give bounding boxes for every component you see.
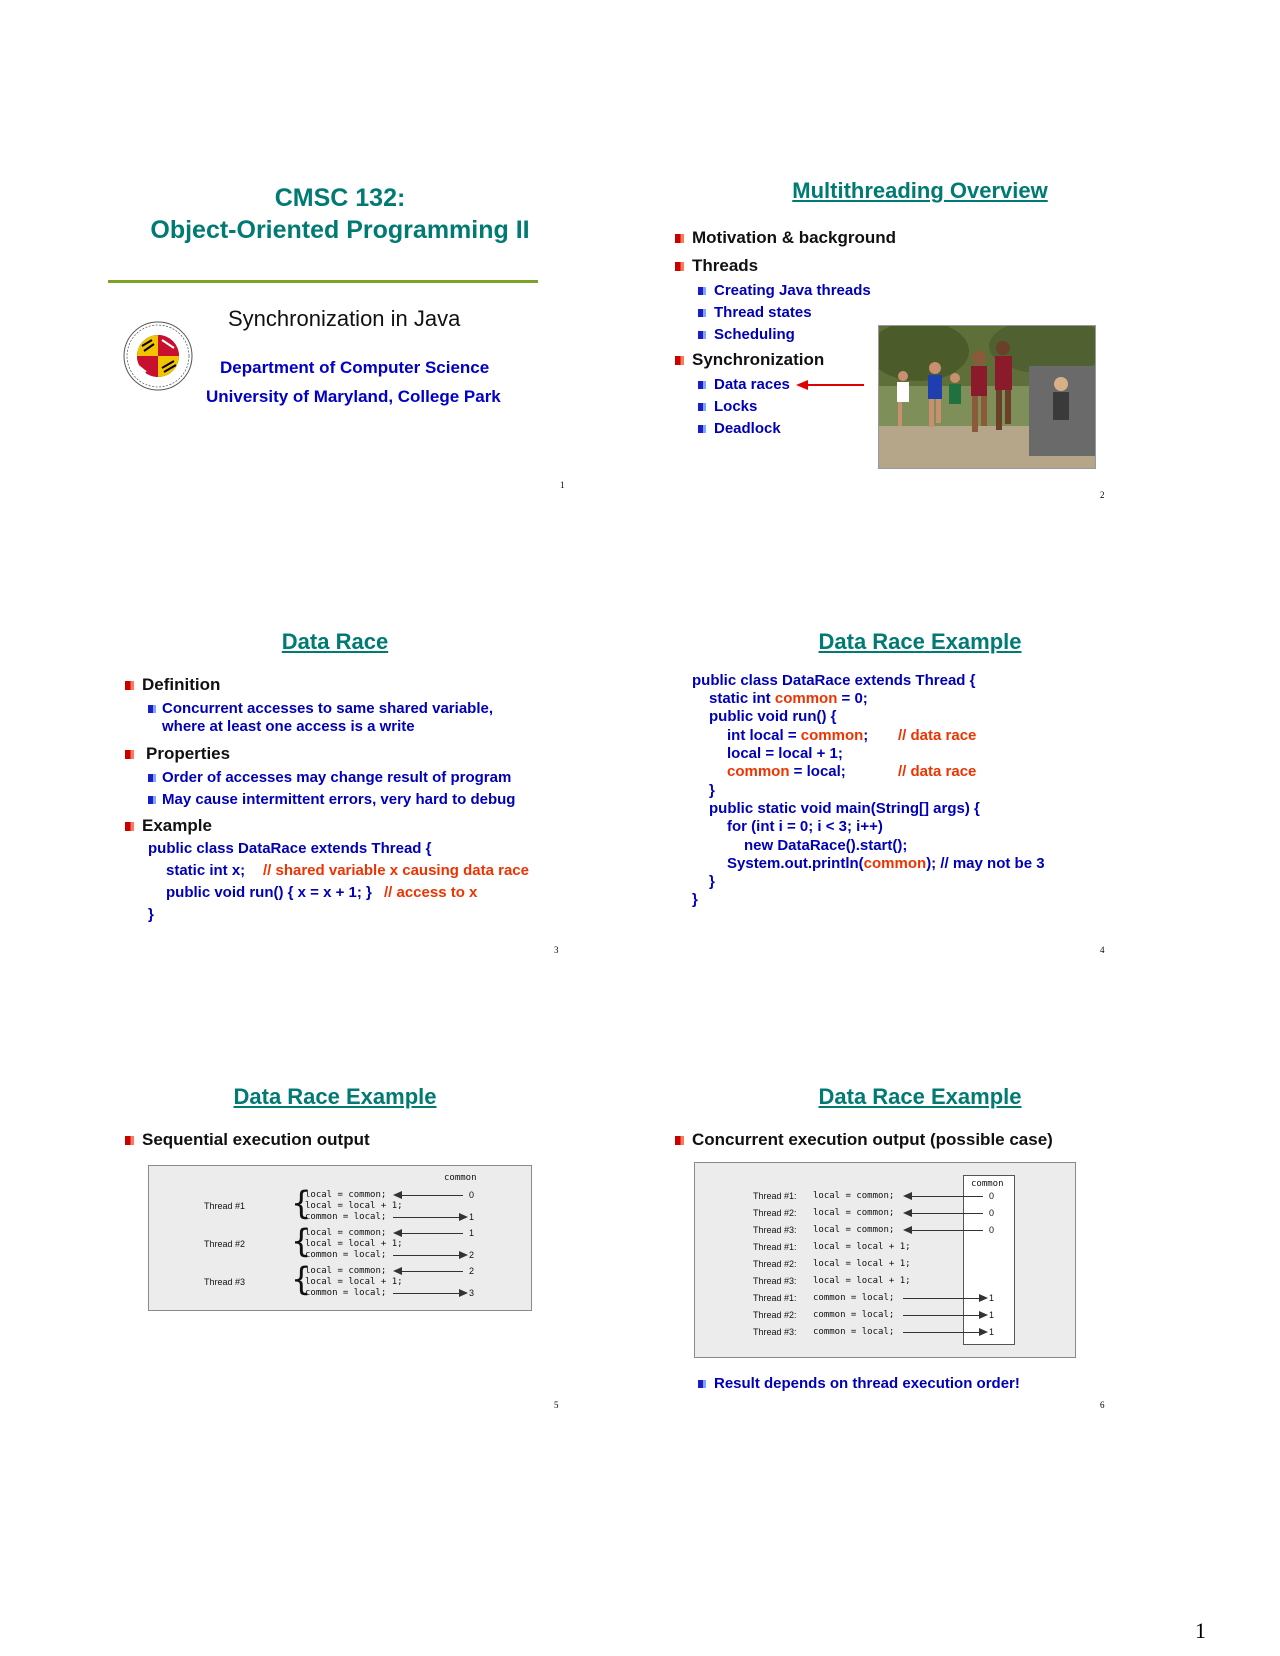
concurrent-execution-diagram: [694, 1162, 1076, 1358]
code-write: common = local;: [305, 1288, 387, 1298]
code-comment: // access to x: [384, 884, 478, 901]
sequential-output-heading: Sequential execution output: [142, 1130, 370, 1149]
code-line: for (int i = 0; i < 3; i++): [727, 818, 883, 835]
slide-3-title: Data Race: [281, 629, 389, 654]
sub-bullet-icon: [148, 796, 156, 804]
arrow-right-icon: [979, 1311, 988, 1319]
arrow-left-icon: [903, 1192, 912, 1200]
arrow-line: [393, 1217, 461, 1218]
red-arrow-icon: [796, 378, 866, 392]
bullet-icon: [125, 822, 134, 831]
sequential-execution-diagram: [148, 1165, 532, 1311]
arrow-right-icon: [459, 1251, 468, 1259]
common-value: 0: [989, 1191, 995, 1201]
slide-5-title: Data Race Example: [233, 1084, 437, 1109]
arrow-line: [911, 1213, 983, 1214]
runners-photo: [878, 325, 1096, 469]
arrow-line: [393, 1255, 461, 1256]
common-value: 1: [989, 1310, 995, 1320]
overview-subitem: Scheduling: [714, 326, 795, 343]
slide-6: [660, 1080, 1160, 1420]
thread-label: Thread #1: [204, 1201, 246, 1211]
slide-5: [110, 1080, 580, 1420]
sub-bullet-icon: [698, 331, 706, 339]
bullet-icon: [125, 750, 134, 759]
sub-bullet-icon: [148, 774, 156, 782]
sub-bullet-icon: [698, 425, 706, 433]
sub-bullet-icon: [698, 1380, 706, 1388]
property-item: May cause intermittent errors, very hard to debug: [162, 791, 516, 808]
thread-label: Thread #1:: [753, 1293, 797, 1303]
code-statement: common = local;: [813, 1310, 895, 1320]
department-name: Department of Computer Science: [220, 358, 490, 377]
slide-3: [110, 625, 580, 965]
common-header: common: [971, 1179, 1004, 1189]
code-line: int local = common;: [727, 727, 869, 744]
bullet-icon: [675, 356, 684, 365]
common-header: common: [444, 1173, 477, 1183]
slide-number: 4: [1100, 945, 1105, 955]
arrow-right-icon: [459, 1289, 468, 1297]
code-line: static int common = 0;: [709, 690, 868, 707]
code-statement: common = local;: [813, 1327, 895, 1337]
slide-2: [660, 170, 1160, 540]
common-value: 2: [469, 1266, 475, 1276]
thread-label: Thread #3:: [753, 1225, 797, 1235]
code-line: public static void main(String[] args) {: [709, 800, 980, 817]
code-statement: local = common;: [813, 1191, 895, 1201]
brace-icon: {: [291, 1184, 312, 1222]
code-line: public class DataRace extends Thread {: [148, 840, 432, 857]
slide-1: [100, 170, 580, 520]
slide-number: 3: [554, 945, 559, 955]
code-line: new DataRace().start();: [744, 837, 908, 854]
slide-number: 6: [1100, 1400, 1105, 1410]
code-statement: local = common;: [813, 1208, 895, 1218]
code-read: local = common;: [305, 1228, 387, 1238]
slide-number: 2: [1100, 490, 1105, 500]
sub-bullet-icon: [698, 309, 706, 317]
slide-6-title: Data Race Example: [818, 1084, 1022, 1109]
code-line: System.out.println(common); // may not be 3: [727, 855, 1045, 872]
common-value: 1: [469, 1212, 475, 1222]
thread-label: Thread #3: [204, 1277, 246, 1287]
thread-label: Thread #3:: [753, 1276, 797, 1286]
code-statement: local = common;: [813, 1225, 895, 1235]
common-value: 1: [469, 1228, 475, 1238]
slide-4-title: Data Race Example: [818, 629, 1022, 654]
definition-text-line-2: where at least one access is a write: [162, 718, 415, 735]
common-value: 0: [989, 1208, 995, 1218]
sub-bullet-icon: [148, 705, 156, 713]
thread-label: Thread #1:: [753, 1242, 797, 1252]
arrow-line: [903, 1315, 983, 1316]
property-item: Order of accesses may change result of program: [162, 769, 512, 786]
code-line: public void run() {: [709, 708, 837, 725]
bullet-icon: [125, 681, 134, 690]
code-increment: local = local + 1;: [305, 1239, 403, 1249]
code-read: local = common;: [305, 1190, 387, 1200]
code-statement: local = local + 1;: [813, 1259, 911, 1269]
arrow-right-icon: [979, 1294, 988, 1302]
code-line: common = local;: [727, 763, 846, 780]
definition-heading: Definition: [142, 675, 221, 694]
university-seal-logo: [122, 320, 194, 392]
arrow-left-icon: [903, 1209, 912, 1217]
example-heading: Example: [142, 816, 212, 835]
slide-1-title-line-2: Object-Oriented Programming II: [150, 216, 530, 244]
code-comment: // shared variable x causing data race: [263, 862, 529, 879]
arrow-line: [911, 1196, 983, 1197]
code-increment: local = local + 1;: [305, 1277, 403, 1287]
thread-label: Thread #3:: [753, 1327, 797, 1337]
overview-item: Synchronization: [692, 350, 825, 369]
slide-number: 1: [560, 480, 565, 490]
code-write: common = local;: [305, 1212, 387, 1222]
slide-1-title-line-1: CMSC 132:: [274, 184, 406, 212]
common-value: 0: [989, 1225, 995, 1235]
sub-bullet-icon: [698, 403, 706, 411]
bullet-icon: [125, 1136, 134, 1145]
arrow-left-icon: [903, 1226, 912, 1234]
thread-label: Thread #1:: [753, 1191, 797, 1201]
code-line: }: [148, 906, 154, 923]
common-value: 1: [989, 1327, 995, 1337]
arrow-right-icon: [459, 1213, 468, 1221]
overview-subitem: Thread states: [714, 304, 812, 321]
common-value: 0: [469, 1190, 475, 1200]
overview-subitem: Creating Java threads: [714, 282, 871, 299]
overview-item: Threads: [692, 256, 759, 275]
slide-4: [660, 625, 1160, 965]
code-write: common = local;: [305, 1250, 387, 1260]
brace-icon: {: [291, 1222, 312, 1260]
arrow-line: [401, 1233, 463, 1234]
code-line: }: [709, 782, 715, 799]
title-divider: [108, 280, 538, 283]
code-line: public void run() { x = x + 1; }: [166, 884, 372, 901]
bullet-icon: [675, 234, 684, 243]
arrow-line: [903, 1298, 983, 1299]
code-statement: local = local + 1;: [813, 1242, 911, 1252]
definition-text-line-1: Concurrent accesses to same shared variable,: [162, 700, 493, 717]
arrow-line: [393, 1293, 461, 1294]
overview-item: Motivation & background: [692, 228, 896, 247]
arrow-line: [903, 1332, 983, 1333]
code-line: local = local + 1;: [727, 745, 843, 762]
arrow-line: [401, 1271, 463, 1272]
slide-1-subtitle: Synchronization in Java: [228, 306, 461, 331]
overview-subitem: Deadlock: [714, 420, 781, 437]
result-note: Result depends on thread execution order!: [714, 1375, 1020, 1392]
arrow-right-icon: [979, 1328, 988, 1336]
code-read: local = common;: [305, 1266, 387, 1276]
code-line: }: [709, 873, 715, 890]
code-line: public class DataRace extends Thread {: [692, 672, 976, 689]
concurrent-output-heading: Concurrent execution output (possible case): [692, 1130, 1053, 1149]
thread-label: Thread #2:: [753, 1310, 797, 1320]
slide-number: 5: [554, 1400, 559, 1410]
page-number: 1: [1195, 1618, 1206, 1643]
code-line: static int x;: [166, 862, 246, 879]
thread-label: Thread #2:: [753, 1259, 797, 1269]
thread-label: Thread #2: [204, 1239, 246, 1249]
brace-icon: {: [291, 1260, 312, 1298]
common-value: 3: [469, 1288, 475, 1298]
properties-heading: Properties: [146, 744, 231, 763]
code-comment: // data race: [898, 763, 977, 780]
overview-subitem: Locks: [714, 398, 758, 415]
university-name: University of Maryland, College Park: [206, 387, 501, 406]
code-comment: // data race: [898, 727, 977, 744]
common-value: 2: [469, 1250, 475, 1260]
arrow-line: [911, 1230, 983, 1231]
arrow-line: [401, 1195, 463, 1196]
thread-label: Thread #2:: [753, 1208, 797, 1218]
sub-bullet-icon: [698, 287, 706, 295]
code-increment: local = local + 1;: [305, 1201, 403, 1211]
bullet-icon: [675, 262, 684, 271]
code-statement: common = local;: [813, 1293, 895, 1303]
slide-2-title: Multithreading Overview: [792, 178, 1048, 203]
sub-bullet-icon: [698, 381, 706, 389]
common-value: 1: [989, 1293, 995, 1303]
overview-subitem: Data races: [714, 376, 790, 393]
code-statement: local = local + 1;: [813, 1276, 911, 1286]
code-line: }: [692, 891, 698, 908]
bullet-icon: [675, 1136, 684, 1145]
